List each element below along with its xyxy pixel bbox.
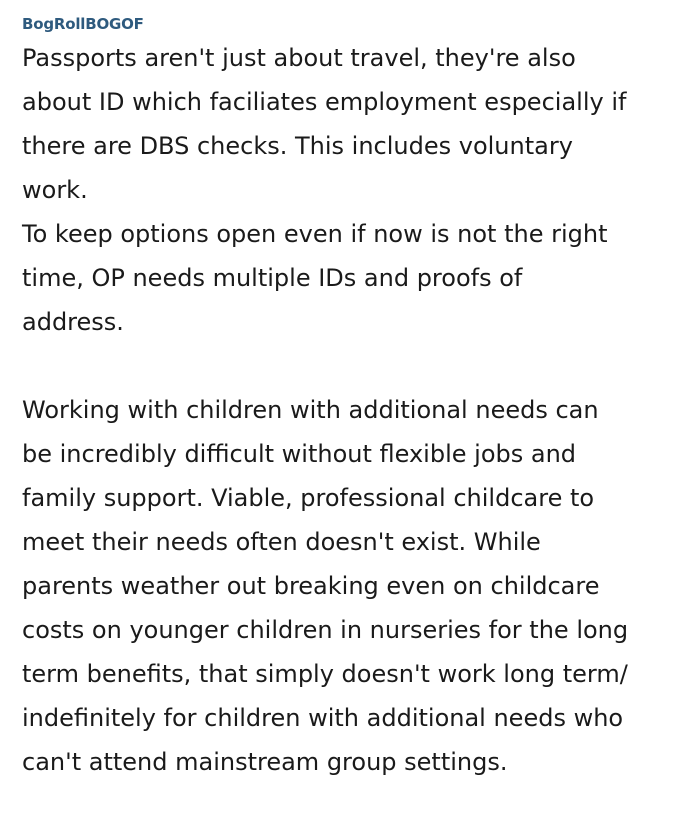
comment-body xyxy=(22,36,687,784)
comment-line: meet their needs often doesn't exist. While xyxy=(22,528,541,556)
comment-line: about ID which faciliates employment especially if xyxy=(22,88,627,116)
paragraph-spacer xyxy=(22,344,687,388)
comment-line: parents weather out breaking even on childcare xyxy=(22,572,600,600)
comment-line: family support. Viable, professional childcare to xyxy=(22,484,595,512)
comment-line: can't attend mainstream group settings. xyxy=(22,748,508,776)
comment-line: time, OP needs multiple IDs and proofs of xyxy=(22,264,523,292)
comment xyxy=(22,14,687,784)
comment-line: Passports aren't just about travel, they're also xyxy=(22,44,576,72)
comment-line: work. xyxy=(22,176,88,204)
comment-line: Working with children with additional needs can xyxy=(22,396,599,424)
comment-line: term benefits, that simply doesn't work long term/ xyxy=(22,660,628,688)
comment-line: indefinitely for children with additional needs who xyxy=(22,704,624,732)
comment-username[interactable]: BogRollBOGOF xyxy=(22,15,144,33)
comment-line: there are DBS checks. This includes voluntary xyxy=(22,132,573,160)
comment-line: costs on younger children in nurseries for the long xyxy=(22,616,629,644)
comment-line: be incredibly difficult without flexible jobs and xyxy=(22,440,577,468)
comment-line: address. xyxy=(22,308,124,336)
comment-line: To keep options open even if now is not the right xyxy=(22,220,608,248)
